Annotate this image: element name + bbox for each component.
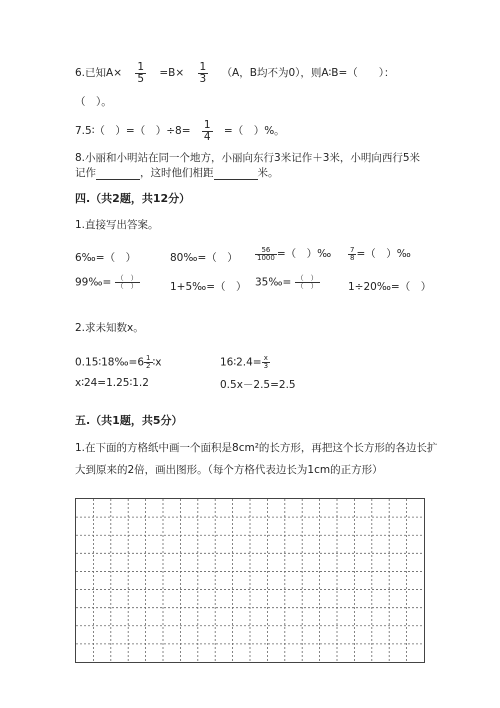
- equation-1: 0.15∶18‰=6 $\frac{1}{2}$ ∶x: [75, 354, 162, 370]
- row2-a: 99‰= $\frac{( )}{( )}$: [75, 274, 138, 290]
- q8-line1: 8.小丽和小明站在同一个地方，小丽向东行3米记作＋3米，小明向西行5米: [75, 152, 421, 164]
- q7-suffix: =（ ）%。: [223, 125, 285, 137]
- q8-blank-2[interactable]: [214, 169, 258, 180]
- row1-a: 6‰=（ ）: [75, 252, 137, 264]
- q7-prefix: 7.5∶（ ）=（ ）÷8=: [75, 125, 191, 137]
- q8-line2: 记作 ，这时他们相距 米。: [75, 167, 279, 179]
- grid-lines: [76, 499, 424, 662]
- row2-d: 1÷20‰=（ ）: [348, 281, 432, 293]
- section5-line1: 1.在下面的方格纸中画一个面积是8cm²的长方形，再把这个长方形的各边长扩: [75, 442, 438, 454]
- q8-blank-1[interactable]: [96, 169, 140, 180]
- eq1-fraction: $\frac{1}{2}$: [146, 354, 151, 370]
- q6-line2: （ ）。: [75, 96, 112, 108]
- section5-line2: 大到原来的2倍，画出图形。（每个方格代表边长为1cm的正方形）: [75, 464, 383, 476]
- q6-prefix: 6.已知A×: [75, 67, 122, 79]
- section4-q2: 2.求未知数x。: [75, 322, 144, 334]
- row2-c-fraction: $\frac{( )}{( )}$: [296, 274, 318, 290]
- q6-fraction-2: $\frac{1}{3}$: [199, 61, 207, 85]
- q6-fraction-1: $\frac{1}{5}$: [137, 61, 145, 85]
- row1-d-fraction: $\frac{7}{8}$: [350, 245, 355, 262]
- equation-3: x∶24=1.25∶1.2: [75, 377, 149, 389]
- q7: [75, 120, 285, 142]
- equation-4: 0.5x－2.5=2.5: [220, 379, 296, 391]
- row1-c: $\frac{56}{1000}$ =（ ）‰: [257, 245, 332, 262]
- q6-line1: [75, 62, 395, 84]
- row1-b: 80‰=（ ）: [170, 252, 238, 264]
- section5-title: 五.（共1题，共5分）: [75, 414, 183, 427]
- row2-b: 1+5‰=（ ）: [170, 281, 247, 293]
- row1-d: $\frac{7}{8}$ =（ ）‰: [350, 245, 411, 262]
- eq2-fraction: $\frac{x}{3}$: [263, 354, 269, 370]
- q7-fraction: $\frac{1}{4}$: [203, 119, 211, 143]
- row1-c-fraction: $\frac{56}{1000}$: [257, 245, 275, 262]
- grid-paper[interactable]: [75, 498, 425, 663]
- q6-suffix: （A，B均不为0），则A∶B=（ ）：: [221, 67, 395, 79]
- row2-c: 35‰= $\frac{( )}{( )}$: [255, 274, 318, 290]
- row2-a-fraction: $\frac{( )}{( )}$: [116, 274, 138, 290]
- section4-title: 四.（共2题，共12分）: [75, 192, 191, 205]
- section4-q1: 1.直接写出答案。: [75, 219, 159, 231]
- q6-mid: =B×: [159, 67, 185, 79]
- equation-2: 16∶2.4= $\frac{x}{3}$: [220, 354, 269, 370]
